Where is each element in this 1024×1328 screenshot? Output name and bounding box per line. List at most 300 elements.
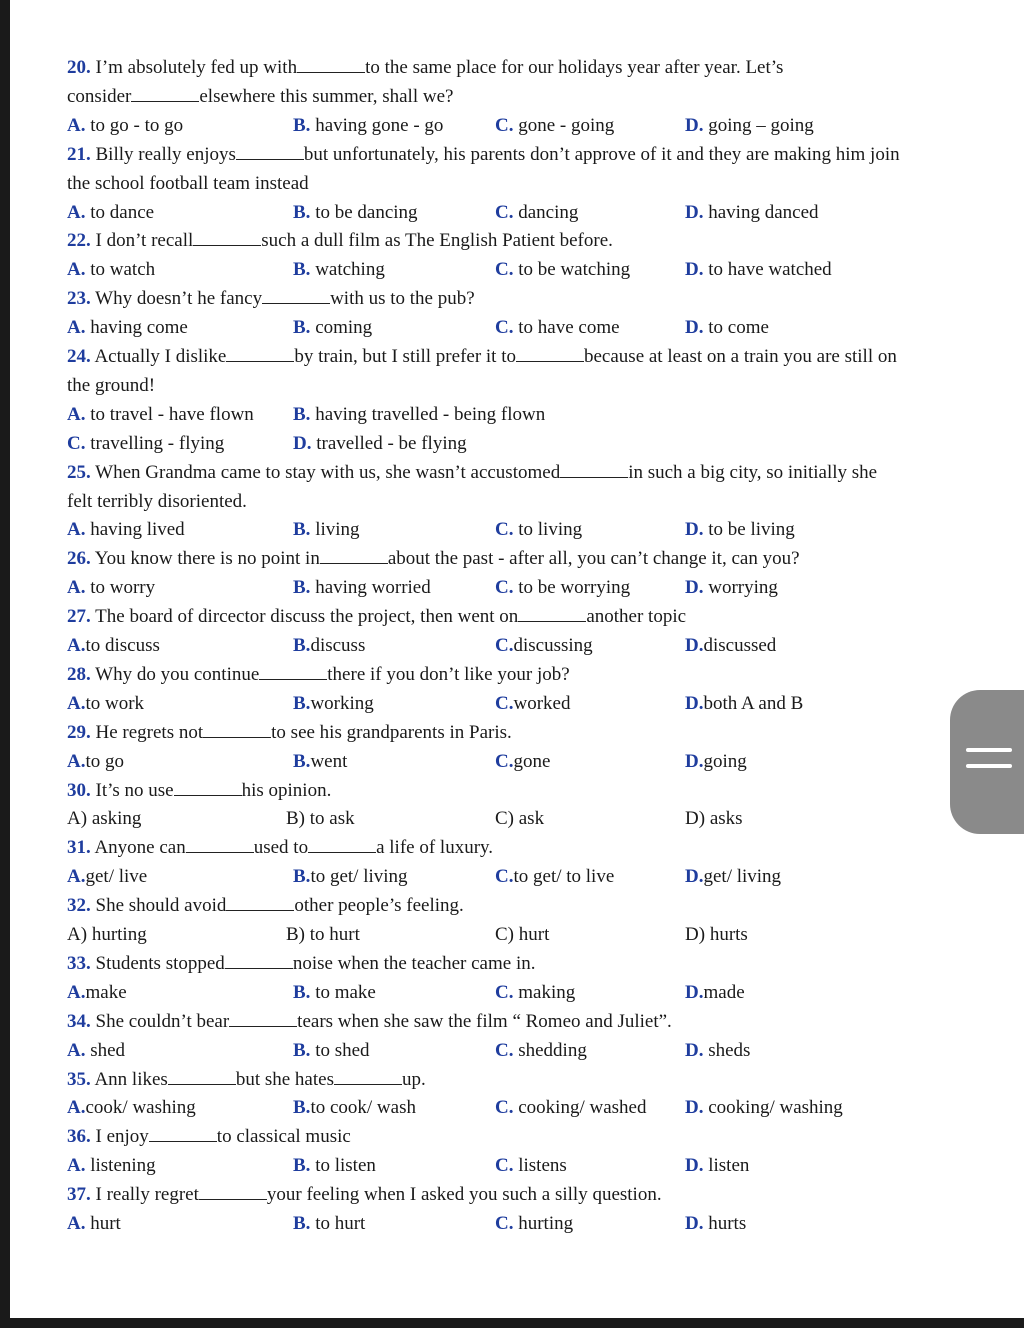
question-text: You know there is no point in bbox=[94, 548, 320, 570]
option-choice[interactable] bbox=[495, 863, 614, 891]
option-text: to listen bbox=[310, 1155, 376, 1177]
question-line bbox=[67, 545, 984, 573]
question-text: another topic bbox=[586, 606, 687, 628]
option-choice[interactable] bbox=[67, 1094, 196, 1122]
option-text: to be living bbox=[703, 519, 795, 541]
question-text: Students stopped bbox=[95, 952, 225, 974]
option-choice[interactable] bbox=[293, 1037, 370, 1065]
option-choice[interactable] bbox=[293, 256, 385, 284]
options-row bbox=[67, 690, 984, 718]
option-choice[interactable] bbox=[67, 1037, 125, 1065]
option-choice[interactable] bbox=[293, 199, 418, 227]
option-text: to come bbox=[703, 317, 769, 339]
options-row bbox=[67, 199, 984, 227]
option-choice[interactable] bbox=[685, 199, 819, 227]
option-choice[interactable] bbox=[495, 256, 630, 284]
answer-blank[interactable] bbox=[131, 83, 199, 102]
option-choice[interactable] bbox=[685, 632, 776, 660]
option-choice[interactable] bbox=[685, 574, 778, 602]
option-choice[interactable] bbox=[495, 748, 550, 776]
question-text: It’s no use bbox=[95, 779, 174, 801]
option-label: C. bbox=[495, 635, 514, 656]
question-text: to the same place for our holidays year after year. Let’s bbox=[365, 57, 784, 78]
option-text: hurts bbox=[703, 1213, 747, 1234]
option-choice[interactable] bbox=[685, 516, 795, 544]
option-text: travelled - be flying bbox=[311, 432, 467, 454]
option-label: B. bbox=[293, 635, 311, 656]
option-text: worrying bbox=[703, 577, 778, 599]
question-line bbox=[67, 459, 984, 487]
option-choice[interactable] bbox=[293, 430, 467, 458]
question-line bbox=[67, 1181, 984, 1209]
option-label: C. bbox=[495, 1039, 514, 1061]
option-text: to discuss bbox=[85, 635, 160, 656]
option-choice[interactable] bbox=[685, 690, 803, 718]
option-text: living bbox=[310, 519, 360, 541]
options-row bbox=[67, 979, 984, 1007]
option-text: discussing bbox=[513, 635, 593, 656]
option-label: B. bbox=[293, 866, 311, 888]
option-label: D. bbox=[685, 692, 704, 714]
option-choice[interactable] bbox=[67, 199, 154, 227]
question-text: I’m absolutely fed up with bbox=[95, 57, 298, 78]
options-row bbox=[67, 430, 984, 458]
option-choice[interactable] bbox=[67, 748, 124, 776]
answer-blank[interactable] bbox=[149, 1123, 217, 1142]
option-choice[interactable] bbox=[67, 1152, 156, 1180]
option-label: A. bbox=[67, 201, 86, 223]
option-label: B. bbox=[293, 1039, 311, 1061]
option-label: B. bbox=[293, 519, 311, 541]
answer-blank[interactable] bbox=[518, 603, 586, 622]
question-text: your feeling when I asked you such a silly question. bbox=[266, 1184, 662, 1206]
option-choice[interactable] bbox=[495, 1152, 567, 1180]
option-choice[interactable] bbox=[293, 1210, 365, 1238]
option-label: B. bbox=[293, 1213, 311, 1234]
option-choice[interactable] bbox=[495, 921, 549, 949]
answer-blank[interactable] bbox=[297, 54, 365, 73]
option-label: A. bbox=[67, 866, 86, 888]
question-text: Why do you continue bbox=[95, 663, 260, 685]
option-text: listens bbox=[513, 1155, 567, 1177]
option-label: C. bbox=[495, 1213, 514, 1234]
question-number: 27. bbox=[67, 606, 91, 628]
option-choice[interactable] bbox=[293, 1152, 376, 1180]
option-label: B. bbox=[293, 692, 311, 714]
option-choice[interactable] bbox=[286, 805, 355, 833]
answer-blank[interactable] bbox=[320, 545, 388, 564]
option-label: A. bbox=[67, 635, 86, 656]
options-row bbox=[67, 1152, 984, 1180]
answer-blank[interactable] bbox=[226, 343, 294, 362]
option-choice[interactable] bbox=[293, 979, 376, 1007]
question-line bbox=[67, 950, 984, 978]
option-text: to travel - have flown bbox=[85, 403, 254, 425]
option-choice[interactable] bbox=[293, 690, 374, 718]
option-text: having come bbox=[85, 317, 188, 339]
option-choice[interactable] bbox=[67, 921, 147, 949]
question-text: to classical music bbox=[216, 1126, 351, 1148]
option-label: C) bbox=[495, 808, 514, 830]
option-choice[interactable] bbox=[685, 314, 769, 342]
option-label: A. bbox=[67, 1213, 86, 1234]
option-label: D. bbox=[685, 981, 704, 1003]
option-choice[interactable] bbox=[293, 112, 443, 140]
option-choice[interactable] bbox=[67, 863, 147, 891]
option-text: working bbox=[310, 692, 374, 714]
question-text: She should avoid bbox=[95, 895, 227, 917]
option-label: D. bbox=[685, 750, 704, 772]
option-text: discussed bbox=[703, 635, 777, 656]
options-row bbox=[67, 921, 984, 949]
question-line bbox=[67, 719, 984, 747]
question-text: When Grandma came to stay with us, she wasn’t accustomed bbox=[95, 461, 561, 483]
options-row bbox=[67, 805, 984, 833]
question-line bbox=[67, 285, 984, 313]
option-text: cook/ washing bbox=[85, 1097, 196, 1119]
question-text: his opinion. bbox=[241, 779, 332, 801]
options-row bbox=[67, 112, 984, 140]
option-choice[interactable] bbox=[685, 748, 747, 776]
option-text: to be worrying bbox=[513, 577, 631, 599]
question-line bbox=[67, 1066, 984, 1094]
option-choice[interactable] bbox=[495, 1094, 646, 1122]
question-line bbox=[67, 170, 984, 198]
option-text: discuss bbox=[310, 635, 366, 656]
option-text: shedding bbox=[513, 1039, 587, 1061]
option-choice[interactable] bbox=[67, 430, 224, 458]
option-text: watching bbox=[310, 259, 385, 281]
option-choice[interactable] bbox=[67, 979, 127, 1007]
option-text: to get/ living bbox=[310, 866, 408, 888]
options-row bbox=[67, 1210, 984, 1238]
option-text: having danced bbox=[703, 201, 819, 223]
option-choice[interactable] bbox=[293, 748, 347, 776]
option-text: to worry bbox=[85, 577, 156, 599]
question-text: the ground! bbox=[67, 374, 156, 396]
option-choice[interactable] bbox=[67, 516, 185, 544]
option-label: C. bbox=[495, 1097, 514, 1119]
option-label: B) bbox=[286, 808, 305, 830]
option-choice[interactable] bbox=[495, 574, 630, 602]
option-label: C. bbox=[495, 577, 514, 599]
question-text: Billy really enjoys bbox=[95, 143, 236, 165]
question-number: 33. bbox=[67, 952, 91, 974]
option-label: D. bbox=[685, 1039, 704, 1061]
answer-blank[interactable] bbox=[168, 1066, 236, 1085]
option-text: to watch bbox=[85, 259, 156, 281]
option-label: B. bbox=[293, 1155, 311, 1177]
answer-blank[interactable] bbox=[236, 141, 304, 160]
question-number: 32. bbox=[67, 895, 91, 917]
question-text: noise when the teacher came in. bbox=[292, 952, 536, 974]
option-label: A. bbox=[67, 981, 86, 1003]
question-number: 24. bbox=[67, 346, 91, 367]
option-text: get/ living bbox=[703, 866, 782, 888]
option-choice[interactable] bbox=[495, 1037, 587, 1065]
answer-blank[interactable] bbox=[199, 1181, 267, 1200]
option-label: B. bbox=[293, 114, 311, 136]
question-line bbox=[67, 83, 984, 111]
option-text: to go bbox=[85, 750, 125, 772]
option-label: A) bbox=[67, 924, 88, 945]
question-number: 22. bbox=[67, 230, 91, 252]
option-choice[interactable] bbox=[67, 1210, 121, 1238]
question-number: 34. bbox=[67, 1010, 91, 1032]
option-text: to cook/ wash bbox=[310, 1097, 416, 1119]
question-text: The board of dircector discuss the project, then went on bbox=[95, 606, 519, 628]
option-label: B. bbox=[293, 1097, 311, 1119]
answer-blank[interactable] bbox=[229, 1008, 297, 1027]
options-row bbox=[67, 632, 984, 660]
option-choice[interactable] bbox=[495, 516, 582, 544]
question-number: 37. bbox=[67, 1184, 91, 1206]
question-number: 20. bbox=[67, 57, 91, 78]
option-label: A. bbox=[67, 1039, 86, 1061]
option-label: D. bbox=[685, 317, 704, 339]
option-label: A. bbox=[67, 317, 86, 339]
question-number: 21. bbox=[67, 143, 91, 165]
option-label: A. bbox=[67, 1097, 86, 1119]
options-row bbox=[67, 1094, 984, 1122]
option-text: listen bbox=[703, 1155, 750, 1177]
option-choice[interactable] bbox=[685, 805, 743, 833]
option-text: to ask bbox=[305, 808, 355, 830]
option-choice[interactable] bbox=[495, 314, 620, 342]
answer-blank[interactable] bbox=[516, 343, 584, 362]
option-text: both A and B bbox=[703, 692, 804, 714]
question-line bbox=[67, 343, 984, 371]
question-text: there if you don’t like your job? bbox=[327, 663, 570, 685]
option-label: D) bbox=[685, 808, 706, 830]
option-text: having lived bbox=[85, 519, 185, 541]
option-label: D. bbox=[685, 1097, 704, 1119]
answer-blank[interactable] bbox=[226, 892, 294, 911]
option-choice[interactable] bbox=[495, 1210, 573, 1238]
option-text: hurt bbox=[514, 924, 550, 945]
answer-blank[interactable] bbox=[308, 834, 376, 853]
option-choice[interactable] bbox=[685, 1152, 749, 1180]
question-line bbox=[67, 227, 984, 255]
option-label: C. bbox=[495, 114, 514, 136]
question-line bbox=[67, 892, 984, 920]
option-text: hurt bbox=[85, 1213, 121, 1234]
option-label: B. bbox=[293, 259, 311, 281]
question-text: Why doesn’t he fancy bbox=[95, 288, 263, 310]
answer-blank[interactable] bbox=[193, 227, 261, 246]
option-label: B. bbox=[293, 403, 311, 425]
question-line bbox=[67, 603, 984, 631]
option-text: to hurt bbox=[310, 1213, 366, 1234]
option-text: going – going bbox=[703, 114, 814, 136]
option-choice[interactable] bbox=[67, 632, 160, 660]
option-text: shed bbox=[85, 1039, 126, 1061]
question-line bbox=[67, 141, 984, 169]
option-choice[interactable] bbox=[685, 979, 745, 1007]
question-number: 23. bbox=[67, 288, 91, 310]
option-choice[interactable] bbox=[685, 863, 781, 891]
option-label: D. bbox=[685, 1213, 704, 1234]
option-label: A. bbox=[67, 577, 86, 599]
answer-blank[interactable] bbox=[560, 459, 628, 478]
question-text: Anyone can bbox=[94, 837, 186, 859]
option-text: listening bbox=[85, 1155, 156, 1177]
question-text: I enjoy bbox=[95, 1126, 149, 1148]
option-label: B) bbox=[286, 924, 305, 945]
question-line bbox=[67, 661, 984, 689]
option-text: asking bbox=[87, 808, 142, 830]
question-text: She couldn’t bear bbox=[95, 1010, 230, 1032]
option-label: A. bbox=[67, 692, 86, 714]
option-choice[interactable] bbox=[685, 256, 832, 284]
option-choice[interactable] bbox=[67, 314, 188, 342]
option-text: coming bbox=[310, 317, 373, 339]
answer-blank[interactable] bbox=[225, 950, 293, 969]
option-choice[interactable] bbox=[293, 574, 431, 602]
option-choice[interactable] bbox=[685, 1094, 843, 1122]
option-text: to work bbox=[85, 692, 145, 714]
question-number: 36. bbox=[67, 1126, 91, 1148]
grip-line-icon bbox=[966, 748, 1012, 752]
options-row bbox=[67, 748, 984, 776]
question-line bbox=[67, 1008, 984, 1036]
option-label: A. bbox=[67, 750, 86, 772]
option-label: D. bbox=[685, 866, 704, 888]
option-choice[interactable] bbox=[67, 805, 141, 833]
option-label: C. bbox=[495, 1155, 514, 1177]
question-text: the school football team instead bbox=[67, 172, 309, 194]
answer-blank[interactable] bbox=[259, 661, 327, 680]
options-row bbox=[67, 1037, 984, 1065]
question-number: 26. bbox=[67, 548, 91, 570]
option-label: C. bbox=[495, 317, 514, 339]
option-text: to go - to go bbox=[85, 114, 184, 136]
option-choice[interactable] bbox=[685, 112, 814, 140]
options-row bbox=[67, 401, 984, 429]
option-text: to get/ to live bbox=[513, 866, 615, 888]
options-row bbox=[67, 256, 984, 284]
option-label: A) bbox=[67, 808, 88, 830]
option-text: having travelled - being flown bbox=[310, 403, 546, 425]
option-text: sheds bbox=[703, 1039, 751, 1061]
question-line bbox=[67, 777, 984, 805]
question-line bbox=[67, 488, 984, 516]
question-text: He regrets not bbox=[95, 721, 204, 743]
option-text: to be watching bbox=[513, 259, 631, 281]
option-label: D. bbox=[685, 1155, 704, 1177]
option-label: A. bbox=[67, 1155, 86, 1177]
question-number: 28. bbox=[67, 663, 91, 685]
question-text: up. bbox=[401, 1068, 426, 1090]
option-label: D. bbox=[685, 201, 704, 223]
option-label: C. bbox=[495, 259, 514, 281]
option-choice[interactable] bbox=[495, 690, 570, 718]
option-text: gone bbox=[513, 750, 551, 772]
option-choice[interactable] bbox=[67, 112, 183, 140]
options-row bbox=[67, 314, 984, 342]
option-text: hurts bbox=[705, 924, 748, 945]
option-choice[interactable] bbox=[495, 979, 575, 1007]
question-text: by train, but I still prefer it to bbox=[294, 346, 516, 367]
question-text: Actually I dislike bbox=[94, 346, 227, 367]
question-text: consider bbox=[67, 85, 132, 107]
option-text: went bbox=[310, 750, 348, 772]
option-choice[interactable] bbox=[67, 401, 254, 429]
option-text: to hurt bbox=[305, 924, 360, 945]
option-text: get/ live bbox=[85, 866, 148, 888]
option-choice[interactable] bbox=[67, 690, 144, 718]
answer-blank[interactable] bbox=[262, 285, 330, 304]
option-text: to have come bbox=[513, 317, 620, 339]
option-text: going bbox=[703, 750, 747, 772]
option-choice[interactable] bbox=[685, 1210, 746, 1238]
question-text: other people’s feeling. bbox=[294, 895, 464, 917]
question-text: felt terribly disoriented. bbox=[67, 490, 247, 512]
option-choice[interactable] bbox=[495, 632, 593, 660]
option-label: A. bbox=[67, 403, 86, 425]
option-label: D) bbox=[685, 924, 706, 945]
option-choice[interactable] bbox=[685, 1037, 750, 1065]
option-choice[interactable] bbox=[685, 921, 748, 949]
question-number: 30. bbox=[67, 779, 91, 801]
question-number: 31. bbox=[67, 837, 91, 859]
answer-blank[interactable] bbox=[186, 834, 254, 853]
option-choice[interactable] bbox=[293, 632, 365, 660]
option-text: hurting bbox=[513, 1213, 574, 1234]
question-text: in such a big city, so initially she bbox=[628, 461, 878, 483]
option-label: A. bbox=[67, 519, 86, 541]
question-line bbox=[67, 1123, 984, 1151]
option-label: C. bbox=[495, 201, 514, 223]
option-label: C. bbox=[495, 981, 514, 1003]
option-text: cooking/ washed bbox=[513, 1097, 647, 1119]
answer-blank[interactable] bbox=[174, 777, 242, 796]
question-text: with us to the pub? bbox=[330, 288, 475, 310]
option-choice[interactable] bbox=[495, 199, 578, 227]
answer-blank[interactable] bbox=[334, 1066, 402, 1085]
option-choice[interactable] bbox=[67, 256, 155, 284]
option-choice[interactable] bbox=[495, 805, 544, 833]
option-label: B. bbox=[293, 750, 311, 772]
option-text: making bbox=[513, 981, 576, 1003]
option-label: D. bbox=[685, 114, 704, 136]
option-choice[interactable] bbox=[293, 401, 545, 429]
option-label: D. bbox=[685, 259, 704, 281]
option-choice[interactable] bbox=[293, 863, 408, 891]
scroll-handle[interactable] bbox=[950, 690, 1024, 834]
option-choice[interactable] bbox=[293, 314, 372, 342]
option-text: hurting bbox=[87, 924, 147, 945]
question-text: about the past - after all, you can’t change it, can you? bbox=[387, 548, 800, 570]
option-choice[interactable] bbox=[293, 1094, 416, 1122]
option-label: B. bbox=[293, 577, 311, 599]
options-row bbox=[67, 574, 984, 602]
option-choice[interactable] bbox=[293, 516, 360, 544]
answer-blank[interactable] bbox=[203, 719, 271, 738]
option-label: C. bbox=[67, 432, 86, 454]
option-text: made bbox=[703, 981, 745, 1003]
question-line bbox=[67, 54, 984, 82]
option-label: A. bbox=[67, 114, 86, 136]
option-choice[interactable] bbox=[67, 574, 155, 602]
option-choice[interactable] bbox=[495, 112, 614, 140]
option-text: to shed bbox=[310, 1039, 370, 1061]
option-choice[interactable] bbox=[286, 921, 360, 949]
question-text: I really regret bbox=[95, 1184, 199, 1206]
worksheet-page bbox=[10, 0, 1024, 1318]
question-line bbox=[67, 834, 984, 862]
option-text: gone - going bbox=[513, 114, 615, 136]
